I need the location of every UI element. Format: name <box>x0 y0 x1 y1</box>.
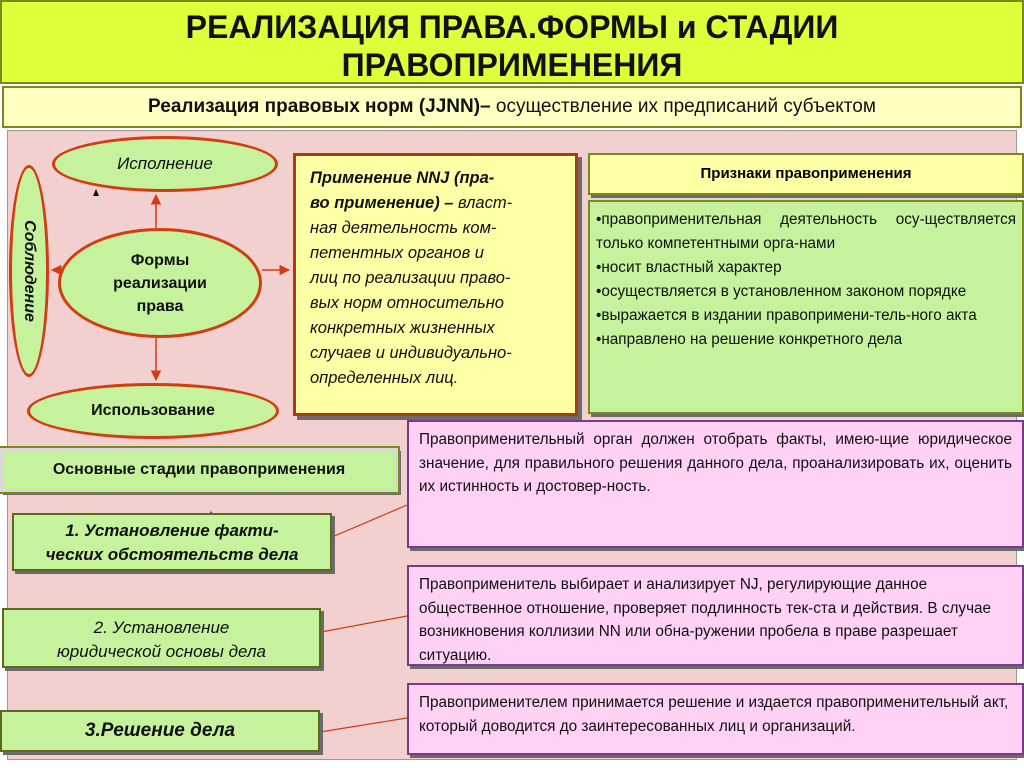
signs-item: •выражается в издании правопримени-тель-ного акта <box>596 307 977 324</box>
signs-list <box>588 200 1024 414</box>
stage-1-line-1: 1. Установление факти- <box>65 521 279 540</box>
stage-1 <box>12 513 332 571</box>
application-line-4: петентных органов и <box>310 244 484 262</box>
signs-title: Признаки правоприменения <box>588 153 1024 195</box>
form-execution-label: Исполнение <box>117 154 213 173</box>
application-line-5: лиц по реализации право- <box>310 269 511 287</box>
form-execution <box>52 136 278 192</box>
stage-2-description: Правоприменитель выбирает и анализирует NJ, регулирующие данное общественное отношение, проверяет подлинность тек-ста и действия. В случае возникновения коллизии NN или обна-ружении пробела в праве разрешает ситуацию. <box>407 565 1024 666</box>
application-line-3: ная деятельность ком- <box>310 219 497 237</box>
application-line-7: конкретных жизненных <box>310 319 495 337</box>
subtitle-text: осуществление их предписаний субъектом <box>495 96 876 117</box>
forms-center <box>58 228 262 338</box>
stage-1-description: Правоприменительный орган должен отобрать факты, имею-щие юридическое значение, для правильного решения данного дела, проанализировать их, оценить их истинность и достовер-ность. <box>407 420 1024 548</box>
title-line-1: РЕАЛИЗАЦИЯ ПРАВА.ФОРМЫ и СТАДИИ <box>185 9 839 45</box>
application-line-8: случаев и индивидуально- <box>310 344 512 362</box>
application-line-1: Применение NNJ (пра- <box>310 169 495 187</box>
forms-center-line-3: права <box>136 297 184 315</box>
stage-2-line-1: 2. Установление <box>93 618 230 637</box>
subtitle-term: Реализация правовых норм (JJNN)– <box>148 96 491 117</box>
title-line-2: ПРАВОПРИМЕНЕНИЯ <box>341 47 683 83</box>
stage-2-line-2: юридической основы дела <box>57 642 266 661</box>
forms-center-line-2: реализации <box>113 274 207 292</box>
form-observance-label: Соблюдение <box>21 220 39 322</box>
application-line-2-term: во применение) – <box>310 194 454 212</box>
application-line-6: вых норм относительно <box>310 294 504 312</box>
stage-3: 3.Решение дела <box>0 710 320 752</box>
form-use-label: Использование <box>91 402 215 419</box>
application-line-2-rest: власт- <box>453 194 513 212</box>
signs-item: •правоприменительная деятельность осу-ществляется только компетентными орга-нами <box>596 211 1016 252</box>
stage-1-line-2: ческих обстоятельств дела <box>45 545 299 564</box>
signs-item: •носит властный характер <box>596 259 782 276</box>
stage-3-description: Правоприменителем принимается решение и издается правоприменительный акт, который доводится до заинтересованных лиц и организаций. <box>407 683 1024 755</box>
application-line-9: определенных лиц. <box>310 369 459 387</box>
forms-center-line-1: Формы <box>130 251 190 269</box>
stages-title: Основные стадии правоприменения <box>0 448 398 492</box>
signs-item: •направлено на решение конкретного дела <box>596 331 903 348</box>
application-definition <box>293 153 578 416</box>
signs-item: •осуществляется в установленном законом порядке <box>596 283 967 300</box>
stage-2 <box>2 608 321 668</box>
subtitle-definition <box>2 86 1022 128</box>
form-observance <box>9 165 49 377</box>
form-use <box>27 383 279 439</box>
page-title <box>0 0 1024 84</box>
